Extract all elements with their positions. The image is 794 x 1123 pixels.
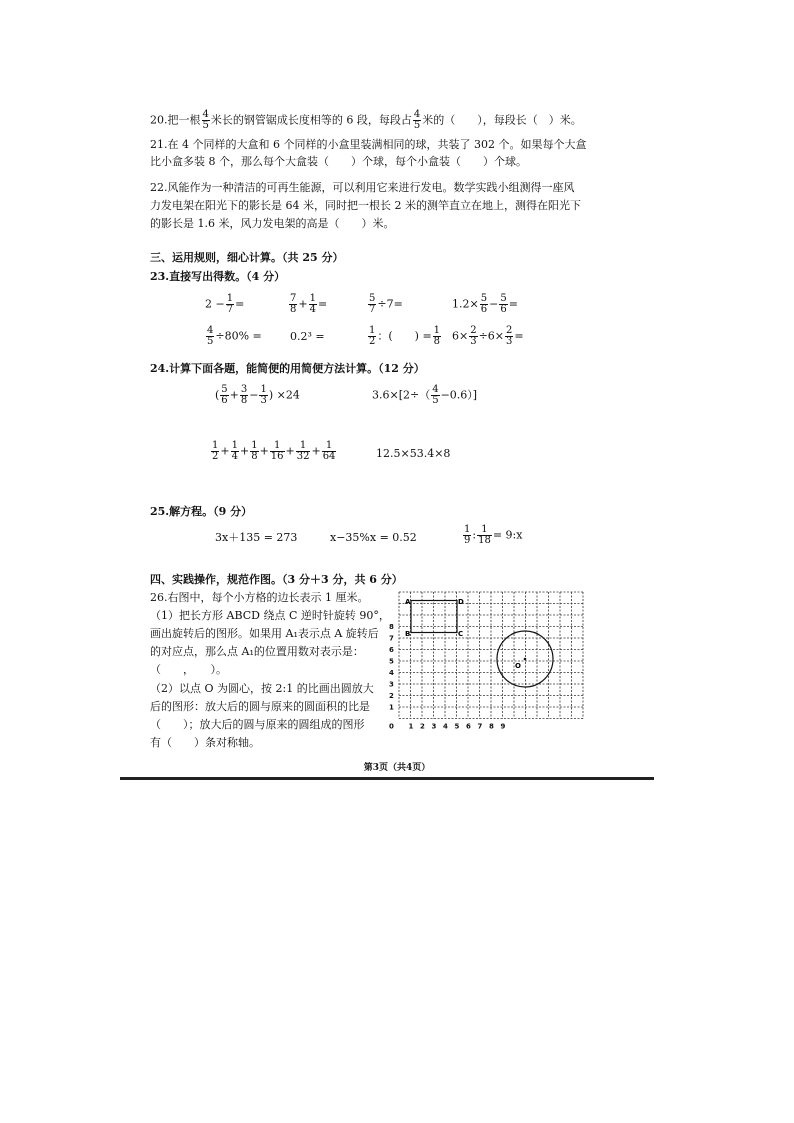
q24-expr-2: 3.6×[2÷（ $\frac{4}{5}$ −0.6）] bbox=[372, 384, 478, 406]
question-25-title: 25.解方程。（9 分） bbox=[150, 505, 253, 518]
q26-line-3: 画出旋转后的图形。如果用 A₁表示点 A 旋转后 bbox=[150, 627, 379, 640]
q25-equation-2: x−35%x = 0.52 bbox=[330, 531, 417, 544]
q23-expr-3: $\frac{5}{7}$ ÷7= bbox=[369, 293, 403, 315]
q23-expr-5: $\frac{4}{5}$ ÷80% = bbox=[207, 325, 262, 347]
q23-expr-4: 1.2× $\frac{5}{6}$ − $\frac{5}{6}$ = bbox=[452, 293, 518, 315]
footer-rule bbox=[120, 777, 654, 780]
rectangle-abcd bbox=[411, 601, 457, 633]
q20-fraction-1: $\frac{4}{5}$ bbox=[202, 109, 209, 131]
q23-expr-1: 2 − $\frac{1}{7}$ = bbox=[205, 293, 245, 315]
q26-line-7: 后的图形：放大后的圆与原来的圆面积的比是 bbox=[150, 700, 370, 713]
x-axis-labels bbox=[389, 723, 506, 731]
y-axis-label: 5 bbox=[389, 657, 394, 666]
q20-text-b: 米长的钢管锯成长度相等的 6 段，每段占 bbox=[210, 113, 412, 127]
x-axis-label: 9 bbox=[500, 722, 506, 731]
q26-line-2: （1）把长方形 ABCD 绕点 C 逆时针旋转 90°， bbox=[150, 609, 390, 622]
y-axis-label: 8 bbox=[389, 623, 394, 631]
q20-text-c: 米的（ ），每段长（ ）米。 bbox=[422, 113, 582, 127]
circle-center-point bbox=[524, 658, 527, 661]
point-d-label: D bbox=[458, 598, 464, 606]
center-o-label: O bbox=[515, 662, 521, 670]
y-axis-label: 7 bbox=[389, 634, 394, 643]
q23-expr-2: $\frac{7}{8}$ + $\frac{1}{4}$ = bbox=[290, 293, 328, 315]
x-axis-label: 7 bbox=[477, 722, 483, 731]
q26-line-4: 的对应点，那么点 A₁的位置用数对表示是： bbox=[150, 645, 364, 658]
q25-equation-3: $\frac{1}{9}$ : $\frac{1}{18}$ = 9:x bbox=[464, 524, 523, 546]
question-22-line-3: 的影长是 1.6 米，风力发电架的高是（ ）米。 bbox=[150, 217, 395, 230]
y-axis-labels bbox=[389, 623, 394, 712]
q23-expr-8: 6× $\frac{2}{3}$ ÷6× $\frac{2}{3}$ = bbox=[452, 325, 524, 347]
q26-line-1: 26.右图中，每个小方格的边长表示 1 厘米。 bbox=[150, 591, 369, 604]
q20-text-a: 20.把一根 bbox=[150, 113, 201, 127]
q24-expr-3: $\frac{1}{2}$ + $\frac{1}{4}$ + $\frac{1}{8}$ + $\frac{1}{16}$ + $\frac{1}{32}$ + $\frac{1}{64}$ bbox=[212, 440, 336, 462]
q20-fraction-2: $\frac{4}{5}$ bbox=[413, 109, 421, 131]
point-b-label: B bbox=[405, 630, 411, 638]
x-axis-label: 5 bbox=[454, 722, 460, 731]
x-axis-label: 3 bbox=[431, 722, 437, 731]
q25-equation-1: 3x＋135 = 273 bbox=[215, 531, 298, 544]
y-axis-label: 4 bbox=[389, 669, 394, 677]
question-23-title: 23.直接写出得数。（4 分） bbox=[150, 270, 286, 283]
y-axis-label: 1 bbox=[389, 703, 394, 712]
y-axis-label: 6 bbox=[389, 646, 394, 654]
section-3-title: 三、运用规则，细心计算。（共 25 分） bbox=[150, 251, 344, 264]
x-axis-label: 2 bbox=[420, 722, 425, 731]
point-c-label: C bbox=[458, 630, 464, 638]
x-axis-label: 1 bbox=[408, 722, 414, 731]
q26-line-5: （ ， ）。 bbox=[150, 663, 227, 676]
x-axis-label: 0 bbox=[389, 722, 394, 731]
grid-lines bbox=[399, 592, 583, 719]
q23-expr-7: $\frac{1}{2}$ ：( ) = $\frac{1}{8}$ bbox=[369, 325, 441, 347]
question-21-line-2: 比小盒多装 8 个，那么每个大盒装（ ）个球，每个小盒装（ ）个球。 bbox=[150, 155, 527, 168]
q23-expr-6: 0.2³ = bbox=[290, 330, 325, 343]
question-22-line-2: 力发电架在阳光下的影长是 64 米，同时把一根长 2 米的测竿直立在地上，测得在阳光下 bbox=[150, 199, 581, 212]
page-footer: 第3页（共4页） bbox=[363, 763, 431, 773]
question-21-line-1: 21.在 4 个同样的大盒和 6 个同样的小盒里装满相同的球，共装了 302 个。如果每个大盒 bbox=[150, 138, 587, 151]
q26-line-8: （ ）；放大后的圆与原来的圆组成的图形 bbox=[150, 718, 365, 731]
question-22-line-1: 22.风能作为一种清洁的可再生能源，可以利用它来进行发电。数学实践小组测得一座风 bbox=[150, 181, 575, 194]
y-axis-label: 2 bbox=[389, 692, 394, 700]
q26-line-6: （2）以点 O 为圆心，按 2:1 的比画出圆放大 bbox=[150, 682, 374, 695]
grid-figure bbox=[386, 584, 586, 732]
question-20 bbox=[150, 110, 582, 131]
q24-expr-4: 12.5×53.4×8 bbox=[376, 447, 451, 460]
x-axis-label: 6 bbox=[466, 722, 471, 731]
point-a-label: A bbox=[405, 598, 411, 606]
y-axis-label: 3 bbox=[389, 680, 394, 689]
section-4-title: 四、实践操作，规范作图。（3 分＋3 分，共 6 分） bbox=[150, 573, 403, 586]
q26-line-9: 有（ ）条对称轴。 bbox=[150, 736, 260, 749]
x-axis-label: 4 bbox=[443, 722, 448, 731]
question-24-title: 24.计算下面各题，能简便的用简便方法计算。（12 分） bbox=[150, 362, 425, 375]
x-axis-label: 8 bbox=[489, 722, 494, 731]
q24-expr-1: ( $\frac{5}{6}$ + $\frac{3}{8}$ − $\frac{1}{3}$ ) ×24 bbox=[215, 384, 300, 406]
